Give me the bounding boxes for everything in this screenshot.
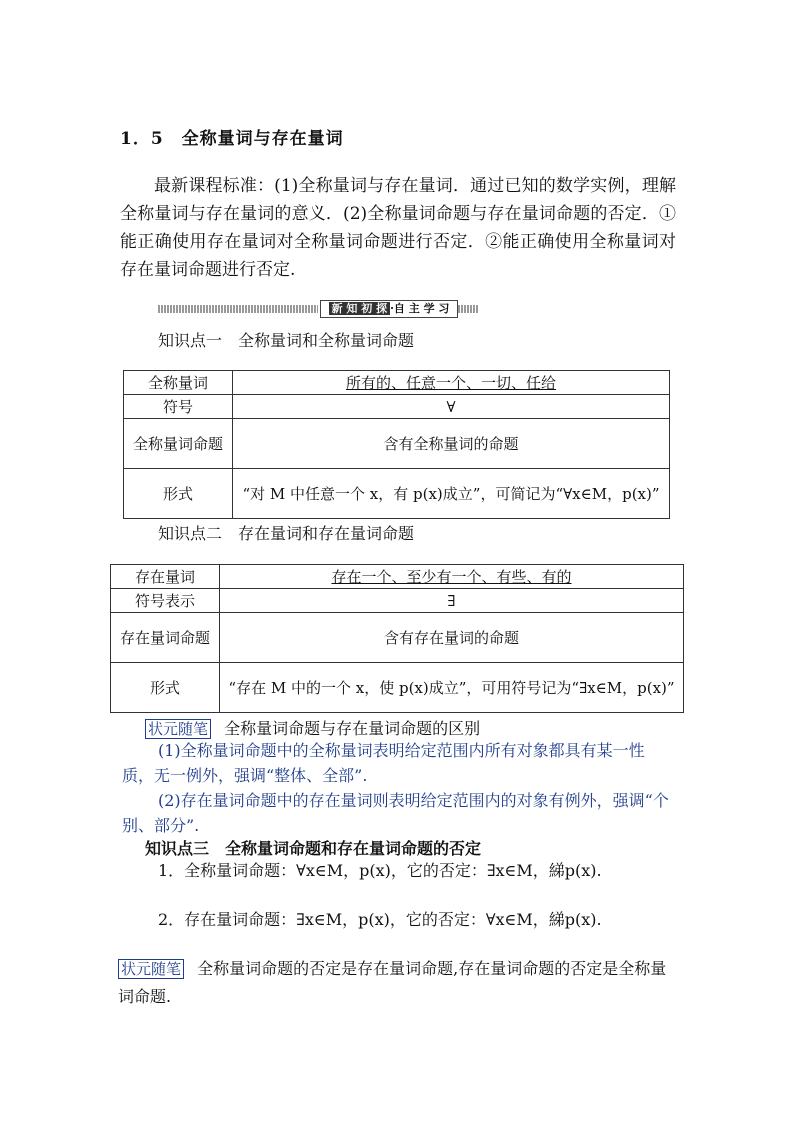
row-value: ∃ — [220, 589, 684, 613]
knowledge-point-3-heading: 知识点三 全称量词命题和存在量词命题的否定 — [145, 839, 482, 858]
table-row — [111, 613, 684, 663]
banner-light-text: 自 主 学 习 — [393, 302, 450, 315]
negation-universal: 1．全称量词命题：∀x∈M，p(x)，它的否定：∃x∈M，綈p(x). — [158, 861, 602, 880]
curriculum-standard: 最新课程标准：(1)全称量词与存在量词．通过已知的数学实例，理解全称量词与存在量词的意义．(2)全称量词命题与存在量词命题的否定．①能正确使用存在量词对全称量词命题进行否定．②能正确使用全称量词对存在量词命题进行否定. — [120, 176, 676, 280]
table-row — [111, 589, 684, 613]
row-label: 符号表示 — [111, 589, 220, 613]
section-banner — [158, 300, 478, 318]
table-row — [124, 419, 670, 469]
row-value: 存在一个、至少有一个、有些、有的 — [220, 565, 684, 589]
row-value: “存在 M 中的一个 x，使 p(x)成立”，可用符号记为“∃x∈M，p(x)” — [220, 663, 684, 713]
table-row — [124, 395, 670, 419]
knowledge-point-2-heading: 知识点二 存在量词和存在量词命题 — [158, 524, 415, 543]
existential-quantifier-table — [110, 564, 684, 713]
row-value: 所有的、任意一个、一切、任给 — [233, 371, 670, 395]
banner-stripe-left — [158, 305, 318, 313]
row-label: 全称量词命题 — [124, 419, 233, 469]
row-label: 符号 — [124, 395, 233, 419]
row-label: 存在量词 — [111, 565, 220, 589]
row-value: 含有全称量词的命题 — [233, 419, 670, 469]
row-value: 含有存在量词的命题 — [220, 613, 684, 663]
table-row — [111, 663, 684, 713]
banner-dark-text: 新 知 初 探 — [329, 302, 391, 315]
row-label: 形式 — [111, 663, 220, 713]
row-label: 存在量词命题 — [111, 613, 220, 663]
banner-stripe-right — [458, 305, 478, 313]
row-value: ∀ — [233, 395, 670, 419]
note-tag: 状元随笔 — [145, 719, 211, 739]
table-row — [124, 469, 670, 519]
banner-label: 新 知 初 探 ·自 主 学 习 — [320, 300, 458, 318]
universal-quantifier-table — [123, 370, 670, 519]
note-1-paragraph-2: (2)存在量词命题中的存在量词则表明给定范围内的对象有例外，强调“个别、部分”. — [122, 791, 669, 835]
negation-existential: 2．存在量词命题：∃x∈M，p(x)，它的否定：∀x∈M，綈p(x). — [158, 910, 602, 929]
row-value: “对 M 中任意一个 x，有 p(x)成立”，可简记为“∀x∈M，p(x)” — [233, 469, 670, 519]
note-2-text: 全称量词命题的否定是存在量词命题,存在量词命题的否定是全称量词命题. — [118, 959, 667, 1006]
note-1-header — [145, 716, 480, 739]
knowledge-point-1-heading: 知识点一 全称量词和全称量词命题 — [158, 331, 415, 350]
table-row — [124, 371, 670, 395]
row-label: 全称量词 — [124, 371, 233, 395]
note-title: 全称量词命题与存在量词命题的区别 — [224, 719, 481, 738]
note-1-paragraph-1: (1)全称量词命题中的全称量词表明给定范围内所有对象都具有某一性质，无一例外，强调“整体、全部”. — [122, 741, 645, 785]
row-label: 形式 — [124, 469, 233, 519]
note-2 — [118, 955, 674, 1011]
table-row — [111, 565, 684, 589]
note-tag: 状元随笔 — [118, 959, 184, 979]
section-title: 1．5 全称量词与存在量词 — [120, 129, 344, 149]
